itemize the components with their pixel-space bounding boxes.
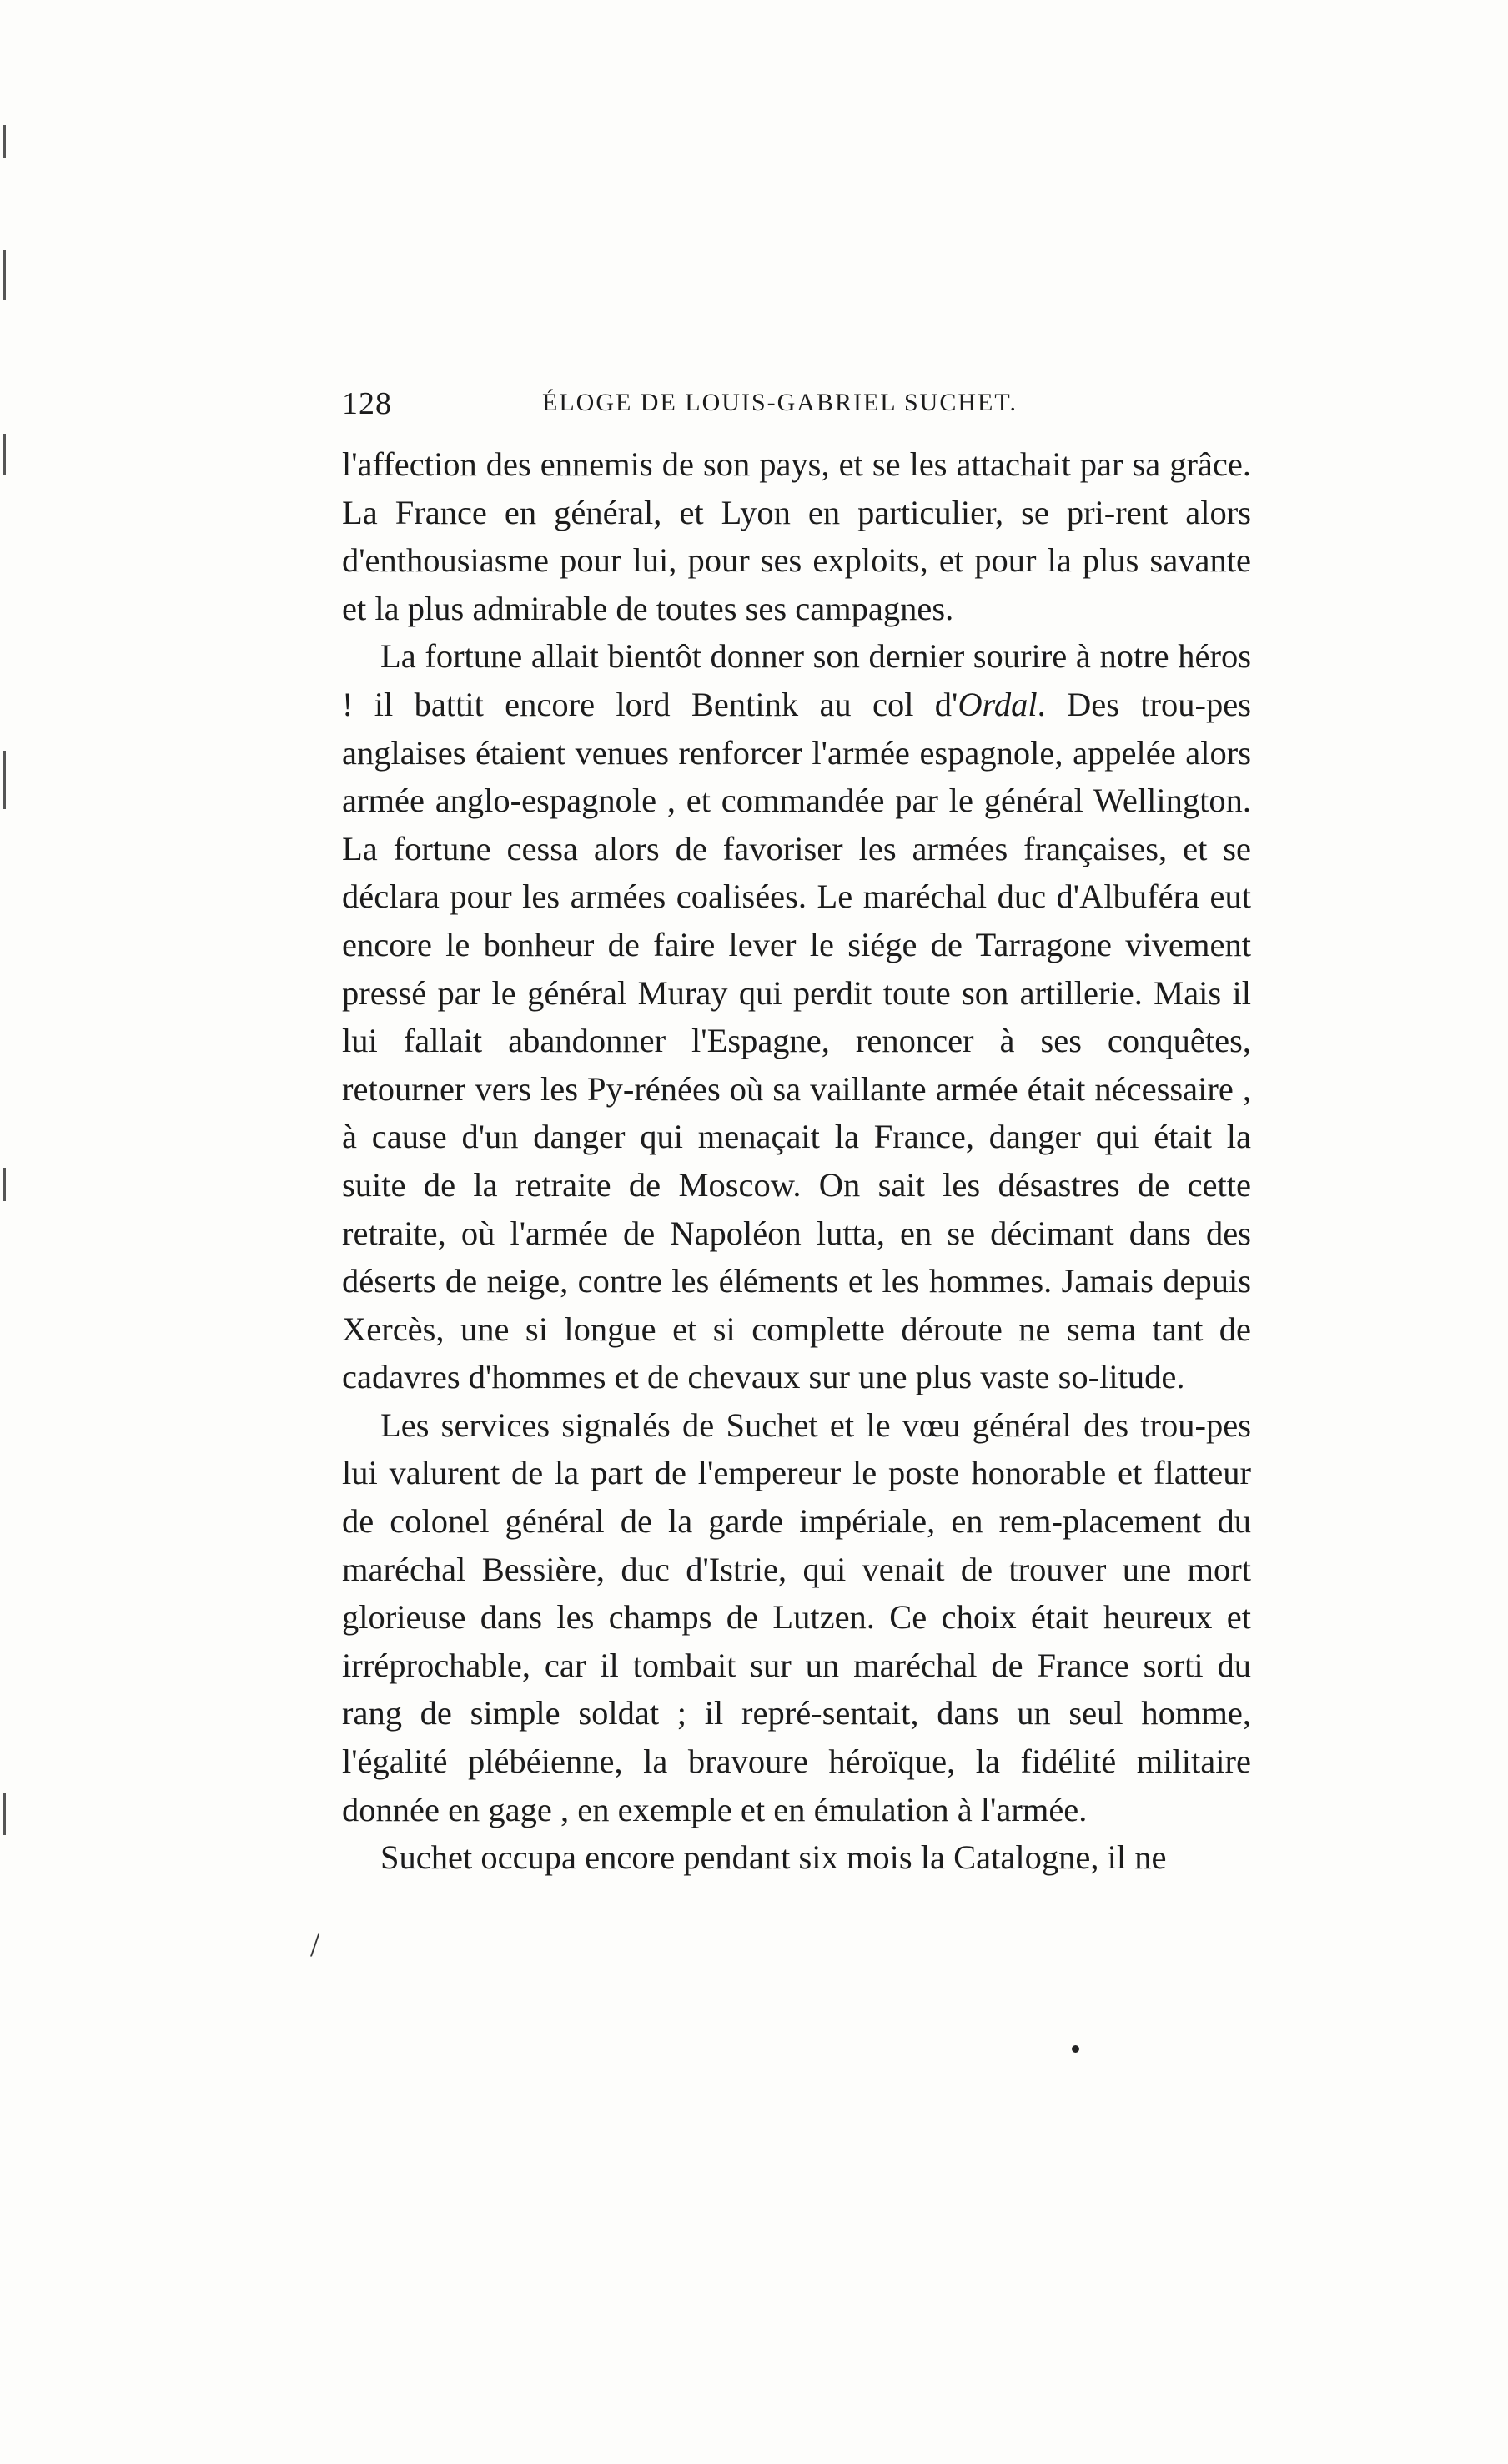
scan-edge-mark [3, 434, 6, 475]
paragraph-1 [342, 440, 1251, 632]
paragraph-text: Suchet occupa encore pendant six mois la Catalogne, il ne [380, 1838, 1167, 1877]
place-name-italic: Ordal [958, 685, 1038, 723]
paragraph-text-continued: . Des trou-pes anglaises étaient venues renforcer l'armée espagnole, appelée alors armée anglo-espagnole , et commandée par le général Wellington. La fortune cessa alors de favoriser les armées françaises, et se déclara pour les armées coalisées. Le maréchal duc d'Albuféra eut encore le bonheur de faire lever le siége de Tarragone vivement pressé par le général Muray qui perdit toute son artillerie. Mais il lui fallait abandonner l'Espagne, renoncer à ses conquêtes, retourner vers les Py-rénées où sa vaillante armée était nécessaire , à cause d'un danger qui menaçait la France, danger qui était la suite de la retraite de Moscow. On sait les désastres de cette retraite, où l'armée de Napoléon lutta, en se décimant dans des déserts de neige, contre les éléments et les hommes. Jamais depuis Xercès, une si longue et si complette déroute ne sema tant de cadavres d'hommes et de chevaux sur une plus vaste so-litude. [342, 685, 1252, 1396]
running-title: ÉLOGE DE LOUIS-GABRIEL SUCHET. [542, 389, 1018, 416]
body-text [342, 440, 1251, 1882]
paragraph-text: l'affection des ennemis de son pays, et se les attachait par sa grâce. La France en général, et Lyon en particulier, se pri-rent alors d'enthousiasme pour lui, pour ses exploits, et pour la plus savante et la plus admirable de toutes ses campagnes. [342, 445, 1251, 627]
paragraph-text: La fortune allait bientôt donner son dernier sourire à notre héros ! il battit encore lord Bentink au col d' [342, 637, 1251, 723]
page-header [342, 385, 1251, 427]
scan-edge-mark [3, 751, 6, 809]
page-number: 128 [342, 386, 392, 421]
paragraph-2 [342, 632, 1251, 1401]
stray-dot [1072, 2045, 1079, 2053]
paragraph-text: Les services signalés de Suchet et le vœu général des trou-pes lui valurent de la part de l'empereur le poste honorable et flatteur de colonel général de la garde impériale, en rem-placement du maréchal Bessière, duc d'Istrie, qui venait de trouver une mort glorieuse dans les champs de Lutzen. Ce choix était heureux et irréprochable, car il tombait sur un maréchal de France sorti du rang de simple soldat ; il repré-sentait, dans un seul homme, l'égalité plébéienne, la bravoure héroïque, la fidélité militaire donnée en gage , en exemple et en émulation à l'armée. [342, 1405, 1251, 1828]
scan-edge-mark [3, 125, 6, 158]
paragraph-3 [342, 1401, 1251, 1833]
scan-edge-mark [3, 1793, 6, 1835]
stray-mark-slash: / [310, 1926, 320, 1964]
paragraph-4 [342, 1833, 1251, 1882]
scan-edge-mark [3, 1168, 6, 1201]
scan-edge-mark [3, 250, 6, 300]
